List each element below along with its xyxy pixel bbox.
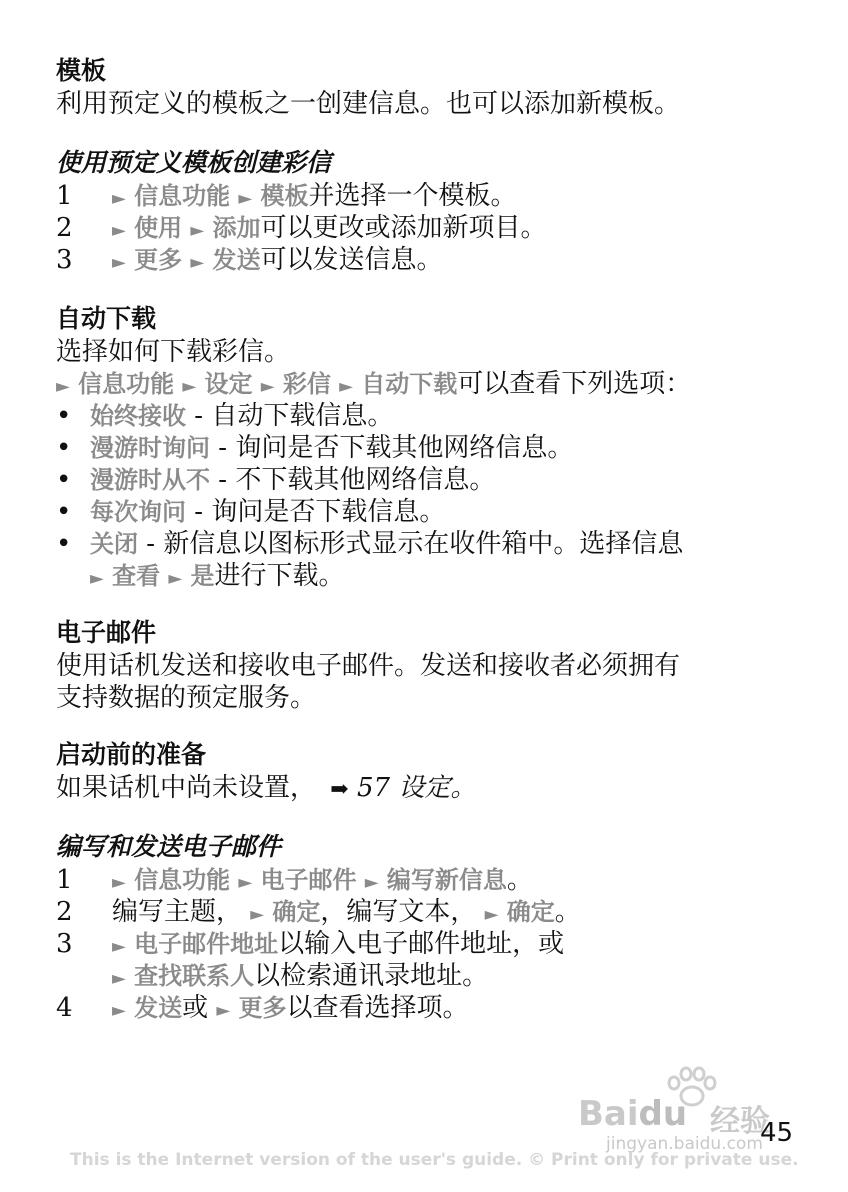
step-text: 以输入电子邮件地址，或 bbox=[278, 929, 565, 959]
email-body-line-2: 支持数据的预定服务。 bbox=[56, 683, 317, 713]
step-number: 2 bbox=[56, 213, 73, 243]
email-step-1 bbox=[56, 864, 796, 896]
section-heading-templates: 模板 bbox=[56, 56, 107, 85]
menu-link-yes[interactable]: 是 bbox=[190, 562, 215, 590]
menu-link-add[interactable]: 添加 bbox=[212, 214, 261, 242]
arrow-icon: ► bbox=[260, 376, 275, 397]
arrow-icon: ► bbox=[90, 568, 104, 589]
arrow-right-icon: ➡ bbox=[330, 777, 349, 802]
watermark-brand: Baidu bbox=[578, 1094, 688, 1134]
mms-step-2 bbox=[56, 212, 796, 244]
option-desc: - 询问是否下载信息。 bbox=[186, 497, 446, 527]
option-desc: - 自动下载信息。 bbox=[186, 401, 394, 431]
menu-link-auto-download[interactable]: 自动下载 bbox=[361, 370, 458, 398]
menu-link-send[interactable]: 发送 bbox=[212, 246, 261, 274]
menu-link-messaging[interactable]: 信息功能 bbox=[134, 182, 231, 210]
menu-link-messaging[interactable]: 信息功能 bbox=[134, 866, 231, 894]
before-start-body: 如果话机中尚未设置， bbox=[56, 773, 317, 803]
bullet-icon: • bbox=[56, 401, 72, 431]
menu-link-view[interactable]: 查看 bbox=[112, 562, 161, 590]
arrow-icon: ► bbox=[250, 904, 265, 925]
footer-disclaimer: This is the Internet version of the user's guide. © Print only for private use. bbox=[70, 1150, 799, 1170]
menu-link-more[interactable]: 更多 bbox=[134, 246, 183, 274]
bullet-icon: • bbox=[56, 529, 72, 559]
step-text: 或 bbox=[182, 993, 209, 1023]
section-heading-before-start: 启动前的准备 bbox=[56, 740, 207, 769]
arrow-icon: ► bbox=[182, 376, 197, 397]
step-number: 3 bbox=[56, 245, 73, 275]
menu-link-more[interactable]: 更多 bbox=[238, 994, 287, 1022]
arrow-icon: ► bbox=[216, 1000, 231, 1021]
auto-download-body: 选择如何下载彩信。 bbox=[56, 337, 291, 367]
step-text: 可以发送信息。 bbox=[260, 245, 443, 275]
option-desc: - 询问是否下载其他网络信息。 bbox=[210, 433, 574, 463]
path-text: 可以查看下列选项： bbox=[457, 369, 692, 399]
bullet-icon: • bbox=[56, 497, 72, 527]
step-number: 3 bbox=[56, 929, 73, 959]
menu-link-ok[interactable]: 确定 bbox=[506, 898, 555, 926]
arrow-icon: ► bbox=[168, 568, 183, 589]
menu-link-look-up-contact[interactable]: 查找联系人 bbox=[134, 962, 255, 990]
settings-reference-link[interactable]: 57 设定。 bbox=[356, 773, 477, 803]
option-off-continuation bbox=[90, 560, 345, 595]
menu-link-messaging[interactable]: 信息功能 bbox=[78, 370, 175, 398]
menu-link-templates[interactable]: 模板 bbox=[260, 182, 309, 210]
option-item bbox=[56, 464, 796, 496]
arrow-icon: ► bbox=[190, 252, 205, 273]
bullet-icon: • bbox=[56, 465, 72, 495]
option-item bbox=[56, 400, 796, 432]
option-always-ask[interactable]: 每次询问 bbox=[90, 498, 186, 526]
step-text: 。 bbox=[554, 897, 581, 927]
option-item bbox=[56, 528, 796, 560]
step-text: ，编写文本， bbox=[320, 897, 477, 927]
step-number: 4 bbox=[56, 993, 73, 1023]
continuation-text: 进行下载。 bbox=[214, 561, 345, 591]
step-text: 以检索通讯录地址。 bbox=[254, 961, 489, 991]
arrow-icon: ► bbox=[112, 872, 126, 893]
menu-link-email[interactable]: 电子邮件 bbox=[260, 866, 357, 894]
arrow-icon: ► bbox=[56, 376, 70, 397]
option-off[interactable]: 关闭 bbox=[90, 530, 138, 558]
mms-step-3 bbox=[56, 244, 796, 276]
arrow-icon: ► bbox=[364, 872, 379, 893]
menu-link-email-address[interactable]: 电子邮件地址 bbox=[134, 930, 279, 958]
watermark-cn: 经验 bbox=[710, 1104, 770, 1139]
step-text: 可以更改或添加新项目。 bbox=[260, 213, 547, 243]
email-step-2 bbox=[56, 896, 796, 928]
bullet-icon: • bbox=[56, 433, 72, 463]
section-heading-mms-template: 使用预定义模板创建彩信 bbox=[56, 148, 332, 177]
section-heading-email: 电子邮件 bbox=[56, 618, 157, 647]
menu-link-ok[interactable]: 确定 bbox=[272, 898, 321, 926]
option-ask-in-roaming[interactable]: 漫游时询问 bbox=[90, 434, 210, 462]
auto-download-path bbox=[56, 368, 691, 403]
option-item bbox=[56, 496, 796, 528]
arrow-icon: ► bbox=[190, 220, 205, 241]
option-desc: - 新信息以图标形式显示在收件箱中。选择信息 bbox=[138, 529, 684, 559]
option-desc: - 不下载其他网络信息。 bbox=[210, 465, 496, 495]
before-start-text bbox=[56, 772, 476, 806]
step-text: 并选择一个模板。 bbox=[308, 181, 517, 211]
section-heading-write-email: 编写和发送电子邮件 bbox=[56, 832, 282, 861]
watermark-url: jingyan.baidu.com bbox=[606, 1134, 763, 1154]
email-step-3-continuation bbox=[112, 960, 488, 995]
arrow-icon: ► bbox=[238, 872, 253, 893]
email-body-line-1: 使用话机发送和接收电子邮件。发送和接收者必须拥有 bbox=[56, 651, 681, 681]
step-number: 2 bbox=[56, 897, 73, 927]
option-always-accept[interactable]: 始终接收 bbox=[90, 402, 186, 430]
option-never-in-roaming[interactable]: 漫游时从不 bbox=[90, 466, 210, 494]
arrow-icon: ► bbox=[112, 220, 126, 241]
page-number: 45 bbox=[760, 1118, 794, 1148]
arrow-icon: ► bbox=[112, 1000, 126, 1021]
option-item bbox=[56, 432, 796, 464]
step-number: 1 bbox=[56, 181, 73, 211]
menu-link-mms[interactable]: 彩信 bbox=[282, 370, 331, 398]
arrow-icon: ► bbox=[339, 376, 353, 397]
step-text: 。 bbox=[506, 865, 533, 895]
arrow-icon: ► bbox=[112, 968, 126, 989]
section-heading-auto-download: 自动下载 bbox=[56, 304, 157, 333]
menu-link-send[interactable]: 发送 bbox=[134, 994, 183, 1022]
arrow-icon: ► bbox=[112, 936, 126, 957]
mms-step-1 bbox=[56, 180, 796, 212]
arrow-icon: ► bbox=[484, 904, 499, 925]
menu-link-use[interactable]: 使用 bbox=[134, 214, 183, 242]
menu-link-settings[interactable]: 设定 bbox=[204, 370, 253, 398]
email-step-4 bbox=[56, 992, 796, 1024]
email-step-3 bbox=[56, 928, 796, 960]
templates-body: 利用预定义的模板之一创建信息。也可以添加新模板。 bbox=[56, 89, 681, 119]
arrow-icon: ► bbox=[112, 252, 126, 273]
step-text: 以查看选择项。 bbox=[286, 993, 469, 1023]
arrow-icon: ► bbox=[112, 188, 126, 209]
arrow-icon: ► bbox=[238, 188, 253, 209]
menu-link-write-new[interactable]: 编写新信息 bbox=[386, 866, 507, 894]
step-number: 1 bbox=[56, 865, 73, 895]
step-text: 编写主题， bbox=[112, 897, 243, 927]
